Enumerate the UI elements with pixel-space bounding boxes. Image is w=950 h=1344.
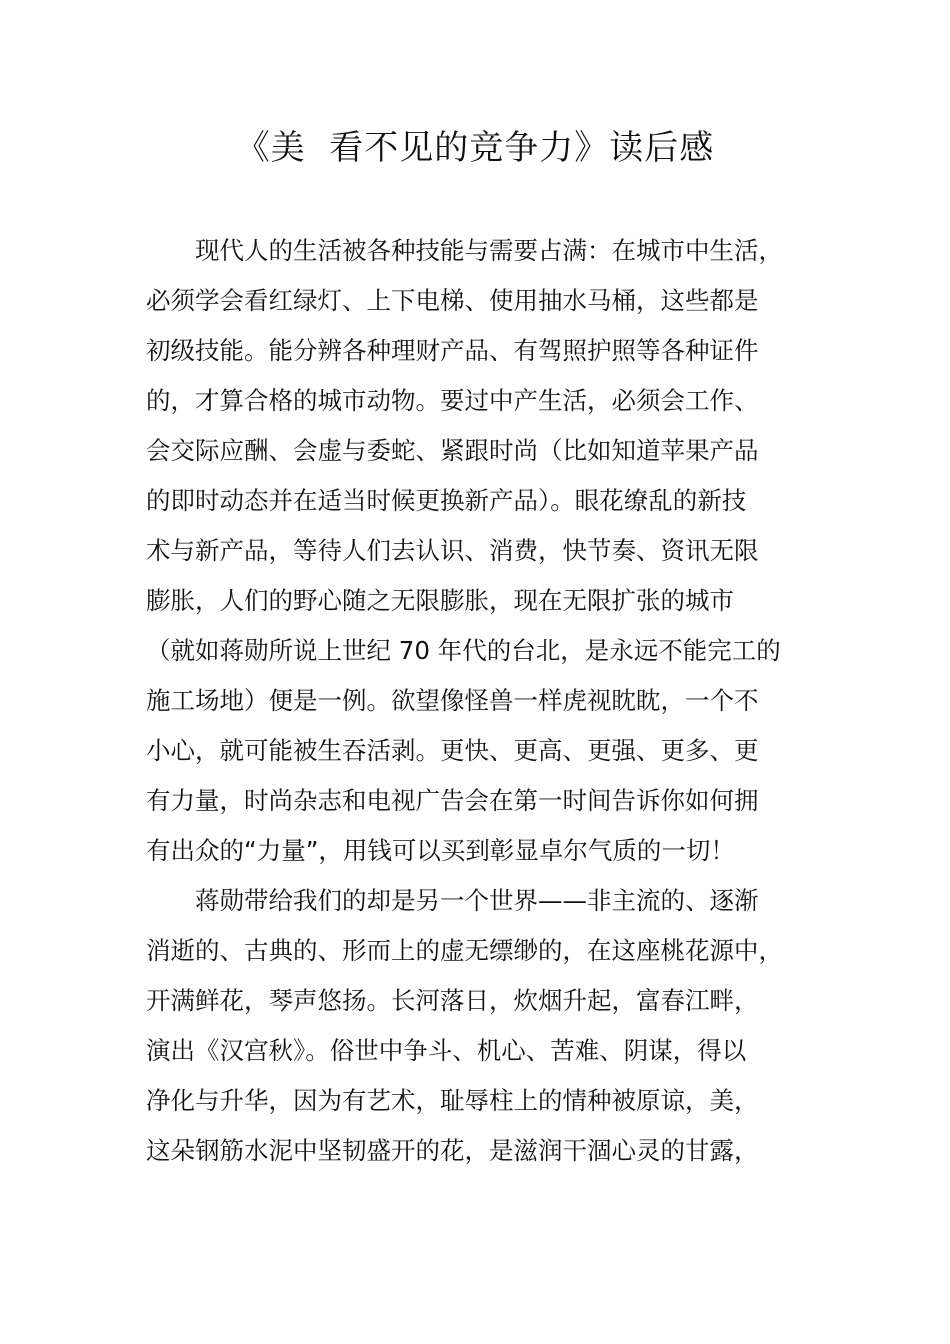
paragraph-line: 必须学会看红绿灯、上下电梯、使用抽水马桶，这些都是 — [146, 286, 759, 315]
document-title: 《美 看不见的竞争力》读后感 — [235, 128, 715, 168]
paragraph-line: 术与新产品，等待人们去认识、消费，快节奏、资讯无限 — [146, 536, 759, 565]
paragraph-line: （就如蒋勋所说上世纪 70 年代的台北，是永远不能完工的 — [146, 636, 781, 665]
paragraph-line: 的即时动态并在适当时候更换新产品）。眼花缭乱的新技 — [146, 486, 747, 515]
paragraph-line: 有出众的“力量”，用钱可以买到彰显卓尔气质的一切！ — [146, 836, 735, 865]
paragraph-line: 初级技能。能分辨各种理财产品、有驾照护照等各种证件 — [146, 336, 759, 365]
paragraph-line: 的，才算合格的城市动物。要过中产生活，必须会工作、 — [146, 386, 759, 415]
paragraph-line: 开满鲜花，琴声悠扬。长河落日，炊烟升起，富春江畔， — [146, 986, 759, 1015]
paragraph-line: 膨胀，人们的野心随之无限膨胀，现在无限扩张的城市 — [146, 586, 734, 615]
paragraph-line: 现代人的生活被各种技能与需要占满：在城市中生活， — [195, 236, 783, 265]
paragraph-line: 小心，就可能被生吞活剥。更快、更高、更强、更多、更 — [146, 736, 759, 765]
paragraph-line: 施工场地）便是一例。欲望像怪兽一样虎视眈眈，一个不 — [146, 686, 759, 715]
paragraph-line: 会交际应酬、会虚与委蛇、紧跟时尚（比如知道苹果产品 — [146, 436, 759, 465]
paragraph-line: 蒋勋带给我们的却是另一个世界——非主流的、逐渐 — [195, 886, 759, 915]
paragraph-line: 消逝的、古典的、形而上的虚无缥缈的，在这座桃花源中， — [146, 936, 783, 965]
paragraph-line: 有力量，时尚杂志和电视广告会在第一时间告诉你如何拥 — [146, 786, 759, 815]
paragraph-2 — [146, 876, 804, 1176]
paragraph-line: 净化与升华，因为有艺术，耻辱柱上的情种被原谅，美， — [146, 1086, 759, 1115]
paragraph-1 — [146, 226, 804, 876]
paragraph-line: 演出《汉宫秋》。俗世中争斗、机心、苦难、阴谋，得以 — [146, 1036, 747, 1065]
paragraph-line: 这朵钢筋水泥中坚韧盛开的花，是滋润干涸心灵的甘露， — [146, 1136, 759, 1165]
